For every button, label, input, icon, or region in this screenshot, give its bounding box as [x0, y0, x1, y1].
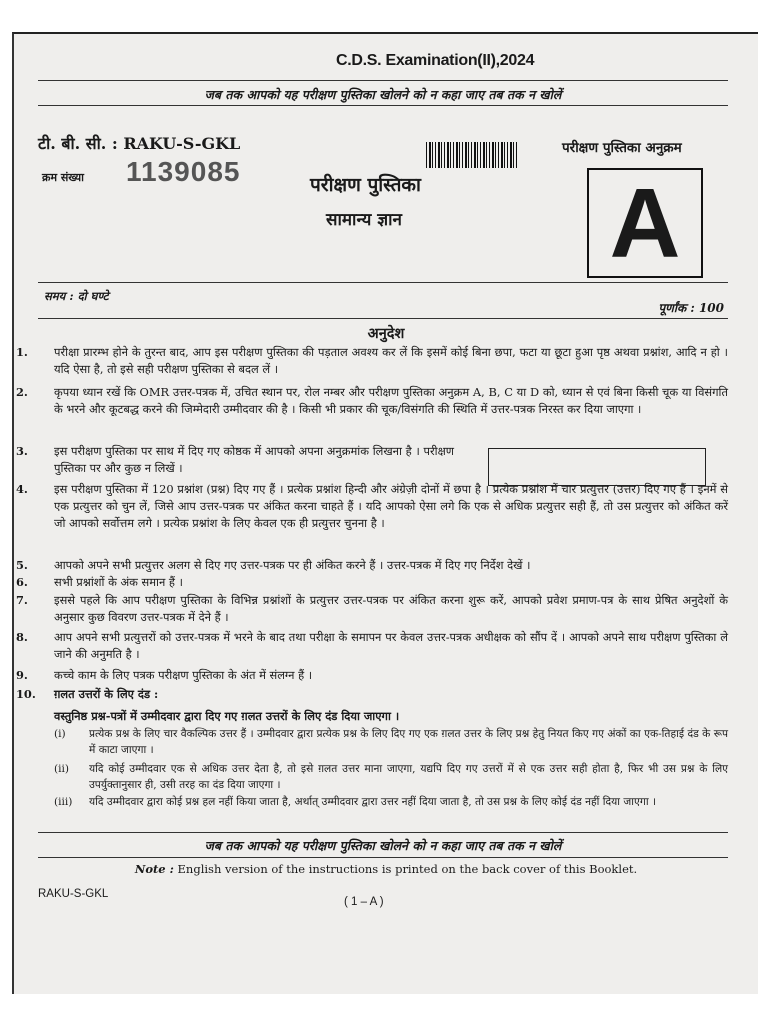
- instruction-number: 2.: [16, 385, 28, 399]
- bottom-rule-1: [38, 832, 728, 833]
- instruction-text: इससे पहले कि आप परीक्षण पुस्तिका के विभिन्न प्रश्नांशों के प्रत्युत्तर उत्तर-पत्रक पर अंकित करना शुरू करें, आपको प्रवेश प्रमाण-पत्र के साथ प्रेषित अनुदेशों के अनुसार कुछ विवरण उत्तर-पत्रक में देने हैं ।: [54, 593, 728, 624]
- bottom-rule-2: [38, 857, 728, 858]
- page-number: ( 1 – A ): [344, 896, 384, 908]
- instruction-number: 6.: [16, 575, 28, 589]
- exam-title: C.D.S. Examination(II),2024: [336, 52, 535, 69]
- penalty-text: यदि उम्मीदवार द्वारा कोई प्रश्न हल नहीं किया जाता है, अर्थात् उम्मीदवार द्वारा उत्तर नहीं दिया जाता है, तो उस प्रश्न के लिए कोई दंड नहीं दिया जाएगा ।: [89, 796, 656, 808]
- instruction-number: 3.: [16, 444, 28, 458]
- penalty-number: (ii): [54, 763, 70, 775]
- series-letter: A: [609, 168, 681, 278]
- serial-label: क्रम संख्या: [42, 171, 84, 184]
- top-rule: [38, 80, 728, 81]
- instruction-number: 4.: [16, 482, 28, 496]
- banner-top: जब तक आपको यह परीक्षण पुस्तिका खोलने को न कहा जाए तब तक न खोलें: [204, 87, 562, 102]
- penalty-text: प्रत्येक प्रश्न के लिए चार वैकल्पिक उत्तर हैं । उम्मीदवार द्वारा प्रत्येक प्रश्न के लिए दिए गए एक ग़लत उत्तर के लिए प्रश्न हेतु नियत किए गए अंकों का एक-तिहाई दंड के रूप में काटा जाएगा ।: [89, 728, 728, 756]
- barcode: [426, 142, 518, 168]
- note-text: English version of the instructions is printed on the back cover of this Booklet.: [177, 862, 638, 876]
- instruction-text: आपको अपने सभी प्रत्युत्तर अलग से दिए गए उत्तर-पत्रक पर ही अंकित करने हैं । उत्तर-पत्रक में दिए गए निर्देश देखें ।: [54, 558, 531, 572]
- question-booklet-cover: [12, 32, 758, 994]
- marks-rule: [38, 318, 728, 319]
- instruction-text: कृपया ध्यान रखें कि OMR उत्तर-पत्रक में, उचित स्थान पर, रोल नम्बर और परीक्षण पुस्तिका अनुक्रम A, B, C या D को, ध्यान से एवं बिना किसी चूक या विसंगति के भरने और कूटबद्ध करने की जिम्मेदारी उम्मीदवार की है । किसी भी प्रकार की चूक/विसंगति की स्थिति में उत्तर-पत्रक निरस्त कर दिया जाएगा ।: [54, 385, 728, 416]
- instructions-heading: अनुदेश: [367, 325, 405, 342]
- booklet-title: परीक्षण पुस्तिका: [310, 174, 421, 196]
- instruction-number: 8.: [16, 630, 28, 644]
- serial-number: 1139085: [126, 156, 241, 187]
- footer-code: RAKU-S-GKL: [38, 888, 109, 900]
- instruction-text: इस परीक्षण पुस्तिका में 120 प्रश्नांश (प्रश्न) दिए गए हैं । प्रत्येक प्रश्नांश हिन्दी और अंग्रेज़ी दोनों में छपा है । प्रत्येक प्रश्नांश में चार प्रत्युत्तर (उत्तर) दिए गए हैं । इनमें से एक प्रत्युत्तर को चुन लें, जिसे आप उत्तर-पत्रक पर अंकित करना चाहते हैं । यदि आपको ऐसा लगे कि एक से अधिक प्रत्युत्तर सही हैं, तो उस प्रत्युत्तर को अंकित करें जो आपको सर्वोत्तम लगे । प्रत्येक प्रश्नांश के लिए केवल एक ही प्रत्युत्तर चुनना है ।: [54, 482, 728, 530]
- banner-bottom: जब तक आपको यह परीक्षण पुस्तिका खोलने को न कहा जाए तब तक न खोलें: [204, 838, 562, 853]
- instruction-number: 5.: [16, 558, 28, 572]
- instruction-number: 7.: [16, 593, 28, 607]
- penalty-number: (iii): [54, 796, 73, 808]
- penalty-text: यदि कोई उम्मीदवार एक से अधिक उत्तर देता है, तो इसे ग़लत उत्तर माना जाएगा, यद्यपि दिए गए उत्तरों में से एक उत्तर सही होता है, फिर भी उस प्रश्न के लिए उपर्युक्तानुसार ही, उसी तरह का दंड दिया जाएगा ।: [89, 763, 729, 791]
- series-box: [587, 168, 703, 278]
- instruction-text: इस परीक्षण पुस्तिका पर साथ में दिए गए कोष्ठक में आपको अपना अनुक्रमांक लिखना है । परीक्षण पुस्तिका पर और कुछ न लिखें ।: [54, 444, 454, 475]
- instruction-text: ग़लत उत्तरों के लिए दंड :: [54, 687, 159, 701]
- banner-rule: [38, 105, 728, 106]
- instruction-number: 10.: [16, 687, 36, 701]
- instruction-number: 9.: [16, 668, 28, 682]
- tbc-code: टी. बी. सी. : RAKU-S-GKL: [38, 134, 241, 153]
- instruction-text: सभी प्रश्नांशों के अंक समान हैं ।: [54, 575, 183, 589]
- booklet-subject: सामान्य ज्ञान: [326, 210, 402, 230]
- time-allowed: समय : दो घण्टे: [44, 289, 109, 303]
- instruction-number: 1.: [16, 345, 28, 359]
- instruction-text: परीक्षा प्रारम्भ होने के तुरन्त बाद, आप इस परीक्षण पुस्तिका की पड़ताल अवश्य कर लें कि इसमें कोई बिना छपा, फटा या छूटा हुआ पृष्ठ अथवा प्रश्नांश, आदि न हो । यदि ऐसा है, तो इसे सही परीक्षण पुस्तिका से बदल लें ।: [54, 345, 728, 376]
- note-label: Note :: [134, 862, 174, 876]
- maximum-marks: पूर्णांक : 100: [658, 301, 724, 315]
- header-rule: [38, 282, 728, 283]
- series-label: परीक्षण पुस्तिका अनुक्रम: [562, 140, 682, 156]
- instruction-text: आप अपने सभी प्रत्युत्तरों को उत्तर-पत्रक में भरने के बाद तथा परीक्षा के समापन पर केवल उत्तर-पत्रक अधीक्षक को सौंप दें । आपको अपने साथ परीक्षण पुस्तिका ले जाने की अनुमति है ।: [54, 630, 728, 661]
- english-version-note: [14, 862, 758, 876]
- instruction-text: कच्चे काम के लिए पत्रक परीक्षण पुस्तिका के अंत में संलग्न हैं ।: [54, 668, 313, 682]
- penalty-intro: वस्तुनिष्ठ प्रश्न-पत्रों में उम्मीदवार द्वारा दिए गए ग़लत उत्तरों के लिए दंड दिया जाएगा ।: [54, 709, 400, 723]
- penalty-number: (i): [54, 728, 66, 740]
